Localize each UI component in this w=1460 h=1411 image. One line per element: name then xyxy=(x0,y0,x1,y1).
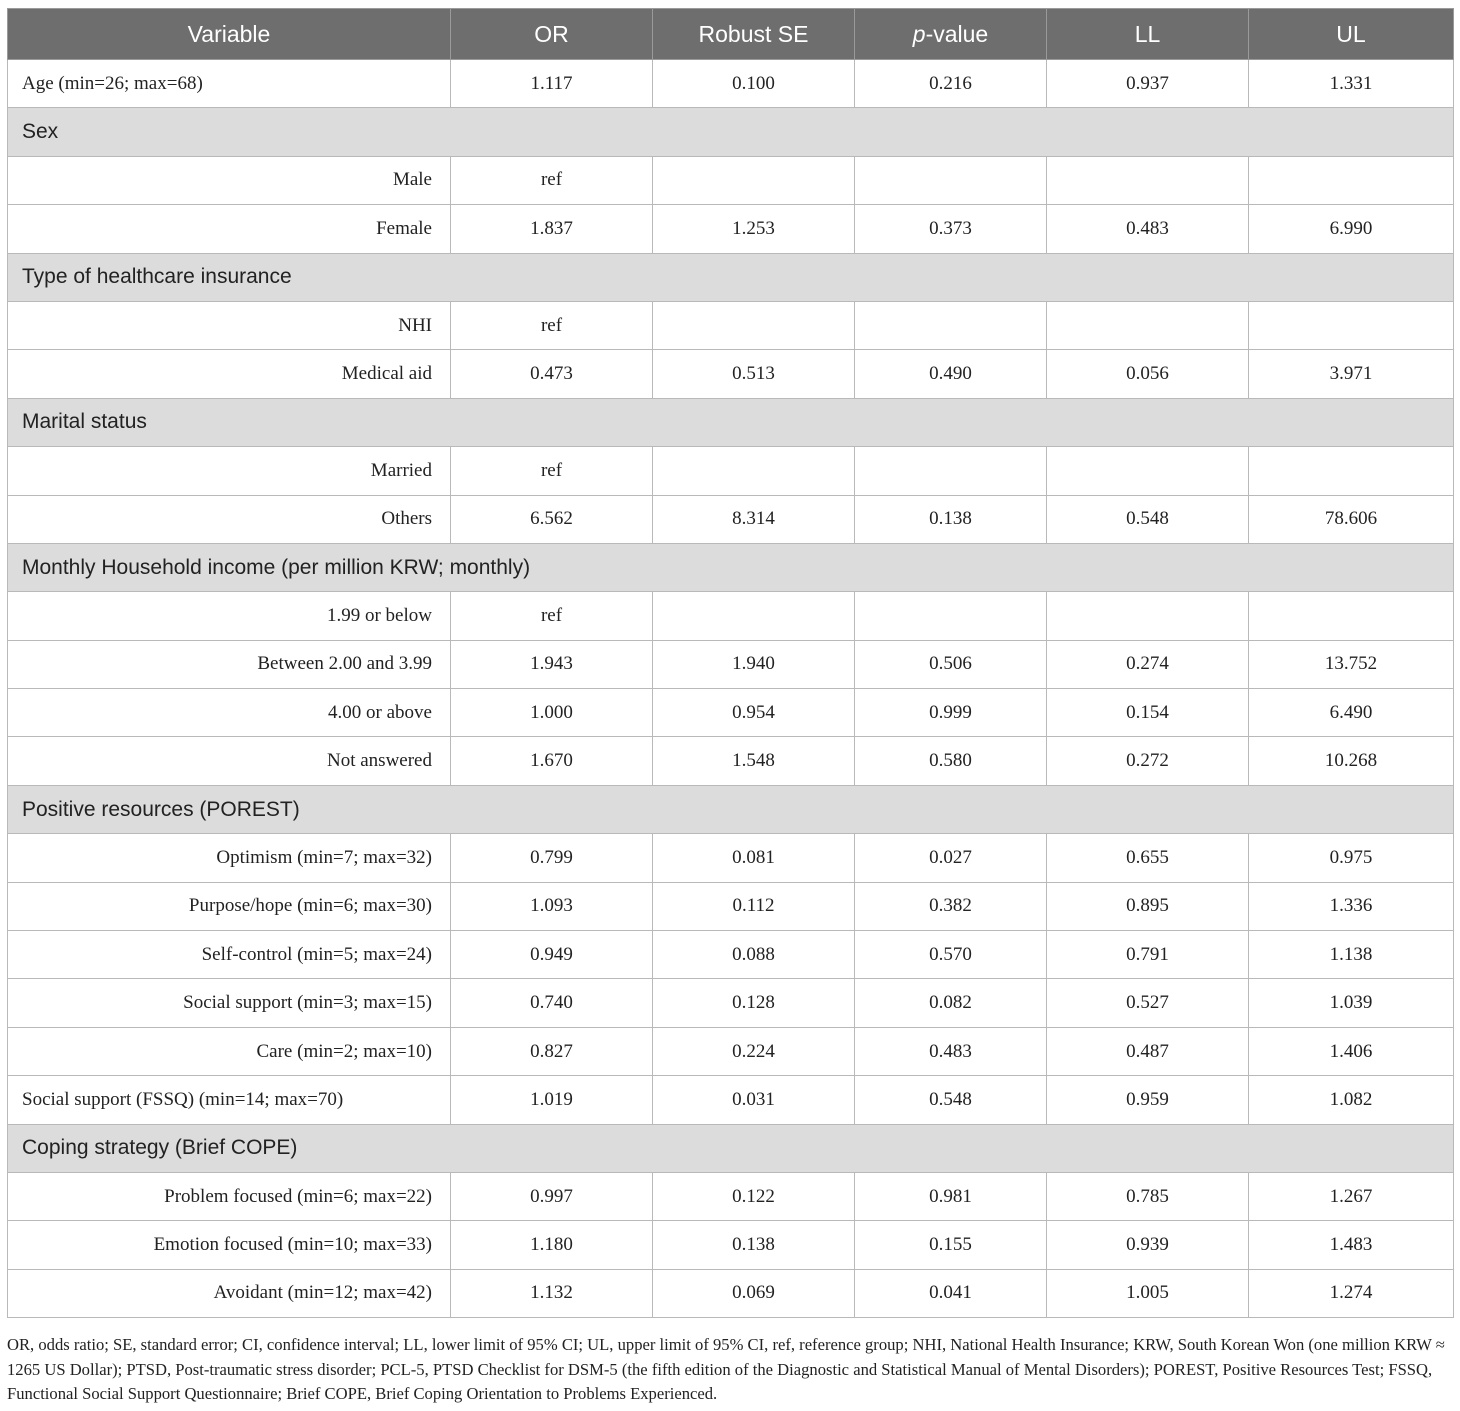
cell-ul: 0.975 xyxy=(1249,834,1454,882)
variable-label: Medical aid xyxy=(8,350,451,398)
cell-or: 1.093 xyxy=(451,882,653,930)
group-header-row xyxy=(8,1124,1454,1172)
group-label: Marital status xyxy=(8,398,1454,446)
cell-or: 0.949 xyxy=(451,931,653,979)
table-row xyxy=(8,1076,1454,1124)
cell-ll: 0.937 xyxy=(1047,60,1249,108)
cell-ll xyxy=(1047,447,1249,495)
cell-p-value: 0.082 xyxy=(855,979,1047,1027)
cell-ul: 6.490 xyxy=(1249,689,1454,737)
table-row xyxy=(8,1172,1454,1220)
cell-robust-se xyxy=(653,592,855,640)
cell-p-value: 0.138 xyxy=(855,495,1047,543)
cell-ul: 6.990 xyxy=(1249,205,1454,253)
cell-robust-se: 1.548 xyxy=(653,737,855,785)
cell-ul: 3.971 xyxy=(1249,350,1454,398)
variable-label: Emotion focused (min=10; max=33) xyxy=(8,1221,451,1269)
cell-or: 1.117 xyxy=(451,60,653,108)
cell-or: ref xyxy=(451,592,653,640)
cell-ul: 13.752 xyxy=(1249,640,1454,688)
cell-ul: 1.274 xyxy=(1249,1269,1454,1317)
cell-or: 1.000 xyxy=(451,689,653,737)
header-row xyxy=(8,9,1454,60)
variable-label: Others xyxy=(8,495,451,543)
table-row xyxy=(8,737,1454,785)
cell-ul: 1.331 xyxy=(1249,60,1454,108)
odds-ratio-table xyxy=(7,8,1454,1318)
variable-label: Between 2.00 and 3.99 xyxy=(8,640,451,688)
cell-robust-se: 0.513 xyxy=(653,350,855,398)
cell-robust-se: 0.031 xyxy=(653,1076,855,1124)
cell-p-value: 0.373 xyxy=(855,205,1047,253)
table-row xyxy=(8,350,1454,398)
header-p-suffix: -value xyxy=(925,20,989,47)
cell-robust-se xyxy=(653,156,855,204)
cell-p-value xyxy=(855,447,1047,495)
table-row xyxy=(8,931,1454,979)
variable-label: NHI xyxy=(8,301,451,349)
group-header-row xyxy=(8,398,1454,446)
table-row xyxy=(8,882,1454,930)
variable-label: 4.00 or above xyxy=(8,689,451,737)
cell-ll: 0.056 xyxy=(1047,350,1249,398)
header-robust-se: Robust SE xyxy=(653,9,855,60)
group-header-row xyxy=(8,108,1454,156)
cell-p-value xyxy=(855,156,1047,204)
cell-or: 0.473 xyxy=(451,350,653,398)
variable-label: Optimism (min=7; max=32) xyxy=(8,834,451,882)
cell-ul: 78.606 xyxy=(1249,495,1454,543)
table-row xyxy=(8,834,1454,882)
cell-or: ref xyxy=(451,447,653,495)
variable-label: Care (min=2; max=10) xyxy=(8,1027,451,1075)
group-label: Monthly Household income (per million KRW; monthly) xyxy=(8,543,1454,591)
results-table-container xyxy=(7,8,1453,1318)
table-row xyxy=(8,640,1454,688)
cell-or: 1.837 xyxy=(451,205,653,253)
cell-or: 0.827 xyxy=(451,1027,653,1075)
group-header-row xyxy=(8,785,1454,833)
cell-robust-se xyxy=(653,447,855,495)
cell-p-value: 0.382 xyxy=(855,882,1047,930)
group-label: Type of healthcare insurance xyxy=(8,253,1454,301)
cell-ll: 0.959 xyxy=(1047,1076,1249,1124)
header-p-value xyxy=(855,9,1047,60)
cell-or: 1.670 xyxy=(451,737,653,785)
table-row xyxy=(8,60,1454,108)
cell-ul: 1.082 xyxy=(1249,1076,1454,1124)
cell-ll: 0.548 xyxy=(1047,495,1249,543)
cell-robust-se: 0.128 xyxy=(653,979,855,1027)
cell-or: 0.997 xyxy=(451,1172,653,1220)
group-header-row xyxy=(8,253,1454,301)
variable-label: Self-control (min=5; max=24) xyxy=(8,931,451,979)
cell-or: 1.180 xyxy=(451,1221,653,1269)
table-row xyxy=(8,689,1454,737)
cell-robust-se: 0.088 xyxy=(653,931,855,979)
cell-or: 6.562 xyxy=(451,495,653,543)
cell-ll: 0.895 xyxy=(1047,882,1249,930)
variable-label: Social support (FSSQ) (min=14; max=70) xyxy=(8,1076,451,1124)
cell-p-value xyxy=(855,301,1047,349)
cell-ll: 0.939 xyxy=(1047,1221,1249,1269)
cell-or: 1.132 xyxy=(451,1269,653,1317)
cell-ul: 1.267 xyxy=(1249,1172,1454,1220)
cell-ul: 10.268 xyxy=(1249,737,1454,785)
cell-ll: 0.791 xyxy=(1047,931,1249,979)
cell-p-value: 0.483 xyxy=(855,1027,1047,1075)
table-header xyxy=(8,9,1454,60)
cell-ll xyxy=(1047,592,1249,640)
cell-p-value: 0.506 xyxy=(855,640,1047,688)
cell-ul xyxy=(1249,301,1454,349)
cell-robust-se: 0.069 xyxy=(653,1269,855,1317)
variable-label: Male xyxy=(8,156,451,204)
cell-ll: 0.655 xyxy=(1047,834,1249,882)
cell-p-value: 0.999 xyxy=(855,689,1047,737)
cell-ul xyxy=(1249,156,1454,204)
cell-robust-se: 0.224 xyxy=(653,1027,855,1075)
table-footnote: OR, odds ratio; SE, standard error; CI, confidence interval; LL, lower limit of 95% CI; UL, upper limit of 95% CI, ref, reference group; NHI, National Health Insurance; KRW, South Korean Won (one million KRW ≈ 1265 US Dollar); PTSD, Post-traumatic stress disorder; PCL-5, PTSD Checklist for DSM-5 (the fifth edition of the Diagnostic and Statistical Manual of Mental Disorders); POREST, Positive Resources Test; FSSQ, Functional Social Support Questionnaire; Brief COPE, Brief Coping Orientation to Problems Experienced. xyxy=(7,1335,1445,1403)
cell-p-value: 0.490 xyxy=(855,350,1047,398)
cell-p-value: 0.570 xyxy=(855,931,1047,979)
cell-ll: 0.527 xyxy=(1047,979,1249,1027)
cell-robust-se: 0.100 xyxy=(653,60,855,108)
cell-ul xyxy=(1249,447,1454,495)
table-row xyxy=(8,495,1454,543)
group-header-row xyxy=(8,543,1454,591)
cell-p-value: 0.041 xyxy=(855,1269,1047,1317)
header-p-italic: p xyxy=(912,20,926,47)
variable-label: Not answered xyxy=(8,737,451,785)
cell-or: ref xyxy=(451,301,653,349)
table-row xyxy=(8,301,1454,349)
cell-ll: 1.005 xyxy=(1047,1269,1249,1317)
cell-p-value xyxy=(855,592,1047,640)
cell-or: 1.019 xyxy=(451,1076,653,1124)
cell-ll: 0.785 xyxy=(1047,1172,1249,1220)
table-row xyxy=(8,592,1454,640)
cell-or: 0.799 xyxy=(451,834,653,882)
cell-p-value: 0.580 xyxy=(855,737,1047,785)
table-row xyxy=(8,1269,1454,1317)
cell-ul: 1.039 xyxy=(1249,979,1454,1027)
cell-ll xyxy=(1047,156,1249,204)
cell-ul xyxy=(1249,592,1454,640)
cell-or: ref xyxy=(451,156,653,204)
variable-label: Married xyxy=(8,447,451,495)
header-ul: UL xyxy=(1249,9,1454,60)
cell-ul: 1.138 xyxy=(1249,931,1454,979)
variable-label: Female xyxy=(8,205,451,253)
header-ll: LL xyxy=(1047,9,1249,60)
variable-label: Avoidant (min=12; max=42) xyxy=(8,1269,451,1317)
cell-or: 0.740 xyxy=(451,979,653,1027)
cell-ll: 0.483 xyxy=(1047,205,1249,253)
table-row xyxy=(8,979,1454,1027)
cell-robust-se: 0.081 xyxy=(653,834,855,882)
cell-p-value: 0.548 xyxy=(855,1076,1047,1124)
cell-robust-se: 1.940 xyxy=(653,640,855,688)
cell-p-value: 0.027 xyxy=(855,834,1047,882)
cell-or: 1.943 xyxy=(451,640,653,688)
cell-robust-se: 8.314 xyxy=(653,495,855,543)
group-label: Coping strategy (Brief COPE) xyxy=(8,1124,1454,1172)
header-or: OR xyxy=(451,9,653,60)
table-row xyxy=(8,447,1454,495)
table-body xyxy=(8,60,1454,1318)
variable-label: Social support (min=3; max=15) xyxy=(8,979,451,1027)
cell-ll: 0.274 xyxy=(1047,640,1249,688)
cell-ll: 0.487 xyxy=(1047,1027,1249,1075)
cell-p-value: 0.981 xyxy=(855,1172,1047,1220)
cell-robust-se: 0.122 xyxy=(653,1172,855,1220)
group-label: Sex xyxy=(8,108,1454,156)
variable-label: Purpose/hope (min=6; max=30) xyxy=(8,882,451,930)
cell-p-value: 0.155 xyxy=(855,1221,1047,1269)
cell-robust-se: 0.954 xyxy=(653,689,855,737)
variable-label: Problem focused (min=6; max=22) xyxy=(8,1172,451,1220)
table-row xyxy=(8,205,1454,253)
cell-ll: 0.272 xyxy=(1047,737,1249,785)
cell-ll xyxy=(1047,301,1249,349)
variable-label: 1.99 or below xyxy=(8,592,451,640)
table-row xyxy=(8,1027,1454,1075)
table-row xyxy=(8,156,1454,204)
cell-ll: 0.154 xyxy=(1047,689,1249,737)
cell-p-value: 0.216 xyxy=(855,60,1047,108)
group-label: Positive resources (POREST) xyxy=(8,785,1454,833)
table-row xyxy=(8,1221,1454,1269)
cell-ul: 1.336 xyxy=(1249,882,1454,930)
cell-ul: 1.483 xyxy=(1249,1221,1454,1269)
cell-robust-se: 0.112 xyxy=(653,882,855,930)
cell-ul: 1.406 xyxy=(1249,1027,1454,1075)
cell-robust-se: 0.138 xyxy=(653,1221,855,1269)
cell-robust-se xyxy=(653,301,855,349)
cell-robust-se: 1.253 xyxy=(653,205,855,253)
variable-label: Age (min=26; max=68) xyxy=(8,60,451,108)
header-variable: Variable xyxy=(8,9,451,60)
